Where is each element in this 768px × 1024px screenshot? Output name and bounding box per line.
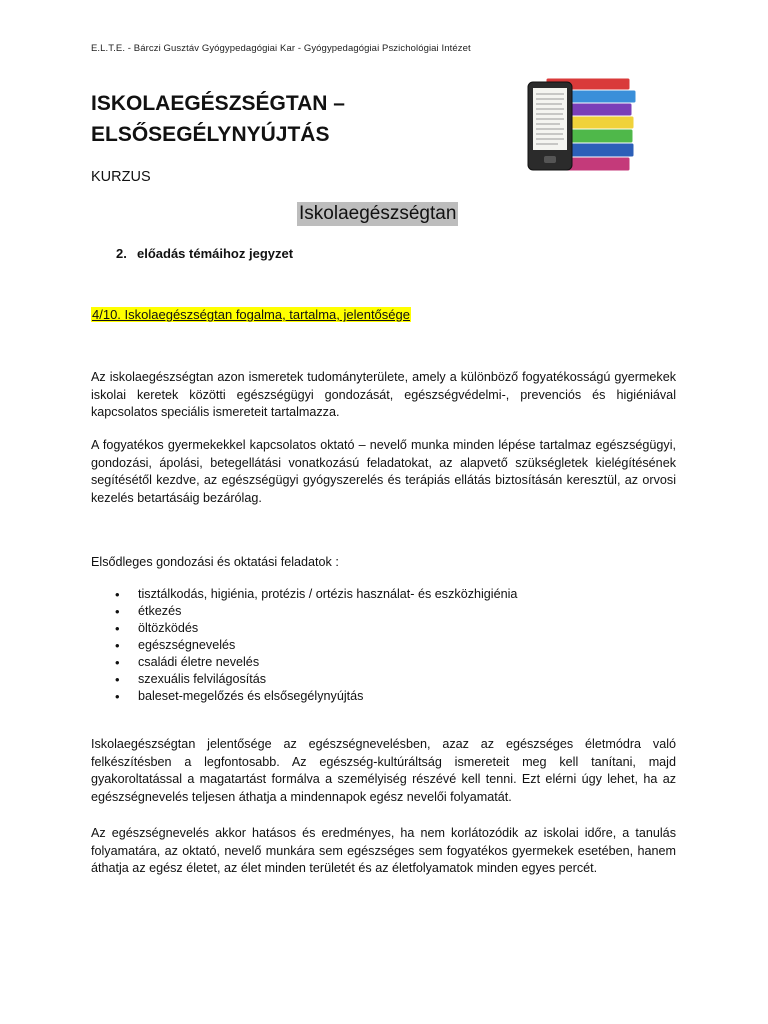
title-line-2: ELSŐSEGÉLYNYÚJTÁS <box>91 123 330 146</box>
header-institution: E.L.T.E. - Bárczi Gusztáv Gyógypedagógiai Kar - Gyógypedagógiai Pszichológiai Intézet <box>91 43 471 54</box>
ereader-books-icon <box>520 72 638 184</box>
tasks-list <box>91 586 517 705</box>
paragraph-4: Az egészségnevelés akkor hatásos és eredményes, ha nem korlátozódik az iskolai időre, a tanulás folyamatára, az oktató, nevelő munkára sem egészséges sem fogyatékos gyermekek esetében, hanem áthatja az egész életet, az élet minden területét és az életfolyamatok minden egyes percét. <box>91 826 676 876</box>
list-item: • családi életre nevelés <box>91 654 517 671</box>
list-item: • szexuális felvilágosítás <box>91 671 517 688</box>
lecture-note-text: előadás témáihoz jegyzet <box>137 246 294 261</box>
ereader-device <box>528 82 572 170</box>
lecture-number: 2. <box>116 246 127 261</box>
section-title: 4/10. Iskolaegészségtan fogalma, tartalma, jelentősége <box>92 307 410 322</box>
list-item: • baleset-megelőzés és elsősegélynyújtás <box>91 688 517 705</box>
lecture-note <box>116 246 293 261</box>
list-item: • öltözködés <box>91 620 517 637</box>
title-line-1: ISKOLAEGÉSZSÉGTAN – <box>91 92 345 115</box>
tasks-label: Elsődleges gondozási és oktatási feladatok : <box>91 555 339 569</box>
document-heading: Iskolaegészségtan <box>299 203 457 224</box>
list-item: • egészségnevelés <box>91 637 517 654</box>
paragraph-2: A fogyatékos gyermekekkel kapcsolatos oktató – nevelő munka minden lépése tartalmaz egészségügyi, gondozási, ápolási, betegellátási vonatkozású feladatokat, az alapvető szükségletek kielégítésének segítésétől kezdve, az egészségügyi gyógyszerelés és terápiás ellátás biztosításán keresztül, az orvosi kezelés betartásáig bezárólag. <box>91 438 676 505</box>
course-label: KURZUS <box>91 169 151 185</box>
paragraph-3: Iskolaegészségtan jelentősége az egészségnevelésben, azaz az egészséges életmódra való felkészítésben a legfontosabb. Az egészség-kultúráltság ismereteit meg kell tanítani, majd gyakoroltatással a magatartást formálva a személyiség részévé kell tenni. Ezt elérni úgy lehet, ha az egészségnevelés teljesen áthatja a mindennapok egész nevelői folyamatát. <box>91 737 676 804</box>
document-title <box>91 88 471 150</box>
list-item: • étkezés <box>91 603 517 620</box>
paragraph-1: Az iskolaegészségtan azon ismeretek tudományterülete, amely a különböző fogyatékosságú gyermekek iskolai keretek közötti egészségügyi gondozását, egészségvédelmi-, prevenciós és higiéniával kapcsolatos speciális ismereteit tartalmazza. <box>91 370 676 420</box>
list-item: • tisztálkodás, higiénia, protézis / ortézis használat- és eszközhigiénia <box>91 586 517 603</box>
